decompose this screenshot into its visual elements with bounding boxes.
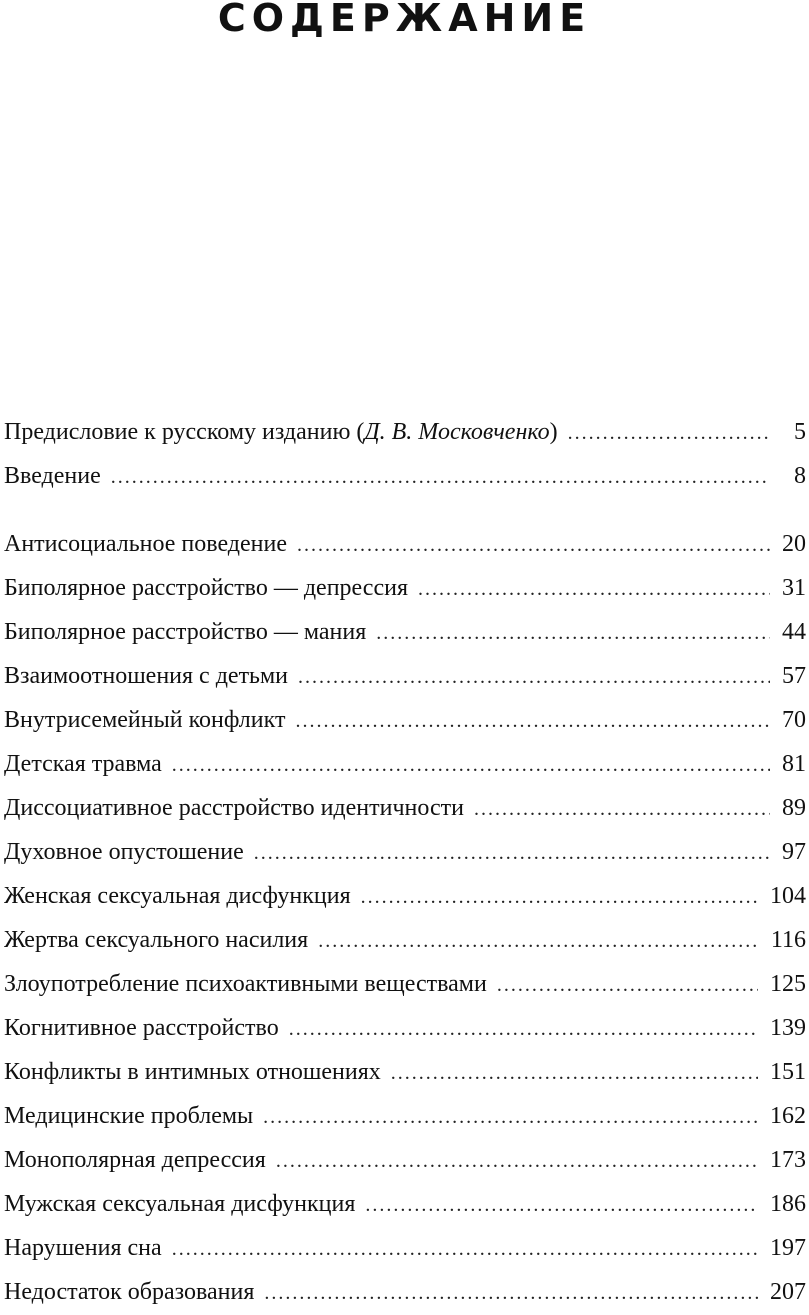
dot-leader — [289, 1007, 758, 1051]
dot-leader — [254, 831, 770, 875]
toc-page-number: 44 — [782, 619, 806, 645]
dot-leader — [361, 875, 758, 919]
toc-entry[interactable] — [0, 1050, 809, 1094]
dot-leader — [297, 523, 770, 567]
toc-entry-title: Биполярное расстройство — депрессия — [4, 575, 408, 601]
toc-entry[interactable] — [0, 698, 809, 742]
toc-page-number: 104 — [770, 883, 806, 909]
toc-entry-title: Недостаток образования — [4, 1279, 255, 1305]
toc-entry-title: Взаимоотношения с детьми — [4, 663, 289, 689]
toc-page-number: 89 — [782, 795, 806, 821]
toc-entry-title: Детская травма — [4, 751, 162, 777]
toc-entry-title: Жертва сексуального насилия — [4, 927, 309, 953]
toc-page-number: 8 — [794, 463, 806, 489]
toc-entry-introduction[interactable] — [0, 454, 809, 498]
dot-leader — [418, 567, 770, 611]
dot-leader — [391, 1051, 758, 1095]
toc-page-number: 97 — [782, 839, 806, 865]
toc-entry[interactable] — [0, 654, 809, 698]
toc-page-number: 186 — [770, 1191, 806, 1217]
preface-editor-name: Д. В. Московченко — [364, 419, 550, 445]
toc-entry[interactable] — [0, 786, 809, 830]
dot-leader — [474, 787, 770, 831]
toc-page-number: 81 — [782, 751, 806, 777]
toc-entry[interactable] — [0, 962, 809, 1006]
toc-page-number: 5 — [794, 419, 806, 445]
toc-entry[interactable] — [0, 1226, 809, 1270]
toc-page-number: 125 — [770, 971, 806, 997]
toc-page-number: 57 — [782, 663, 806, 689]
toc-entry[interactable] — [0, 1006, 809, 1050]
toc-entry-title: Конфликты в интимных отношениях — [4, 1059, 381, 1085]
toc-page-number: 70 — [782, 707, 806, 733]
preface-title-text: Предисловие к русскому изданию ( — [4, 419, 365, 445]
dot-leader — [365, 1183, 758, 1227]
toc-entry[interactable] — [0, 918, 809, 962]
dot-leader — [298, 655, 770, 699]
preface-title-close: ) — [549, 419, 558, 445]
toc-entry-title: Женская сексуальная дисфункция — [4, 883, 351, 909]
table-of-contents — [0, 410, 809, 1314]
toc-entry-title: Духовное опустошение — [4, 839, 244, 865]
dot-leader — [376, 611, 770, 655]
toc-page-number: 207 — [770, 1279, 806, 1305]
toc-entry-title: Монополярная депрессия — [4, 1147, 266, 1173]
toc-page-number: 20 — [782, 531, 806, 557]
toc-entry-title: Биполярное расстройство — мания — [4, 619, 367, 645]
toc-entry[interactable] — [0, 830, 809, 874]
toc-entry-title: Нарушения сна — [4, 1235, 162, 1261]
toc-page-number: 31 — [782, 575, 806, 601]
toc-entry[interactable] — [0, 1094, 809, 1138]
dot-leader — [276, 1139, 758, 1183]
toc-entry[interactable] — [0, 742, 809, 786]
toc-entry-title: Введение — [4, 463, 101, 489]
toc-entry-title: Медицинские проблемы — [4, 1103, 254, 1129]
dot-leader — [295, 699, 770, 743]
toc-entry-title: Антисоциальное поведение — [4, 531, 287, 557]
toc-entry-title: Когнитивное расстройство — [4, 1015, 279, 1041]
toc-entry-title: Мужская сексуальная дисфункция — [4, 1191, 356, 1217]
toc-entry-title — [4, 410, 568, 454]
toc-entries-list — [0, 522, 809, 1314]
dot-leader — [172, 743, 770, 787]
toc-page-number: 151 — [770, 1059, 806, 1085]
toc-page-number: 197 — [770, 1235, 806, 1261]
toc-entry-preface[interactable] — [0, 410, 809, 454]
toc-entry[interactable] — [0, 1182, 809, 1226]
toc-page-number: 173 — [770, 1147, 806, 1173]
dot-leader — [497, 963, 758, 1007]
dot-leader — [264, 1271, 758, 1315]
toc-entry-title: Злоупотребление психоактивными веществами — [4, 971, 487, 997]
toc-entry[interactable] — [0, 1270, 809, 1314]
dot-leader — [111, 455, 770, 499]
toc-entry[interactable] — [0, 566, 809, 610]
dot-leader — [172, 1227, 758, 1271]
toc-entry[interactable] — [0, 522, 809, 566]
toc-page-number: 116 — [770, 927, 806, 953]
toc-entry-title: Диссоциативное расстройство идентичности — [4, 795, 464, 821]
toc-page-number: 162 — [770, 1103, 806, 1129]
dot-leader — [568, 411, 770, 455]
toc-entry[interactable] — [0, 1138, 809, 1182]
page-title: СОДЕРЖАНИЕ — [217, 0, 592, 40]
toc-entry-title: Внутрисемейный конфликт — [4, 707, 286, 733]
toc-page-number: 139 — [770, 1015, 806, 1041]
dot-leader — [318, 919, 759, 963]
dot-leader — [263, 1095, 758, 1139]
toc-entry[interactable] — [0, 610, 809, 654]
toc-entry[interactable] — [0, 874, 809, 918]
